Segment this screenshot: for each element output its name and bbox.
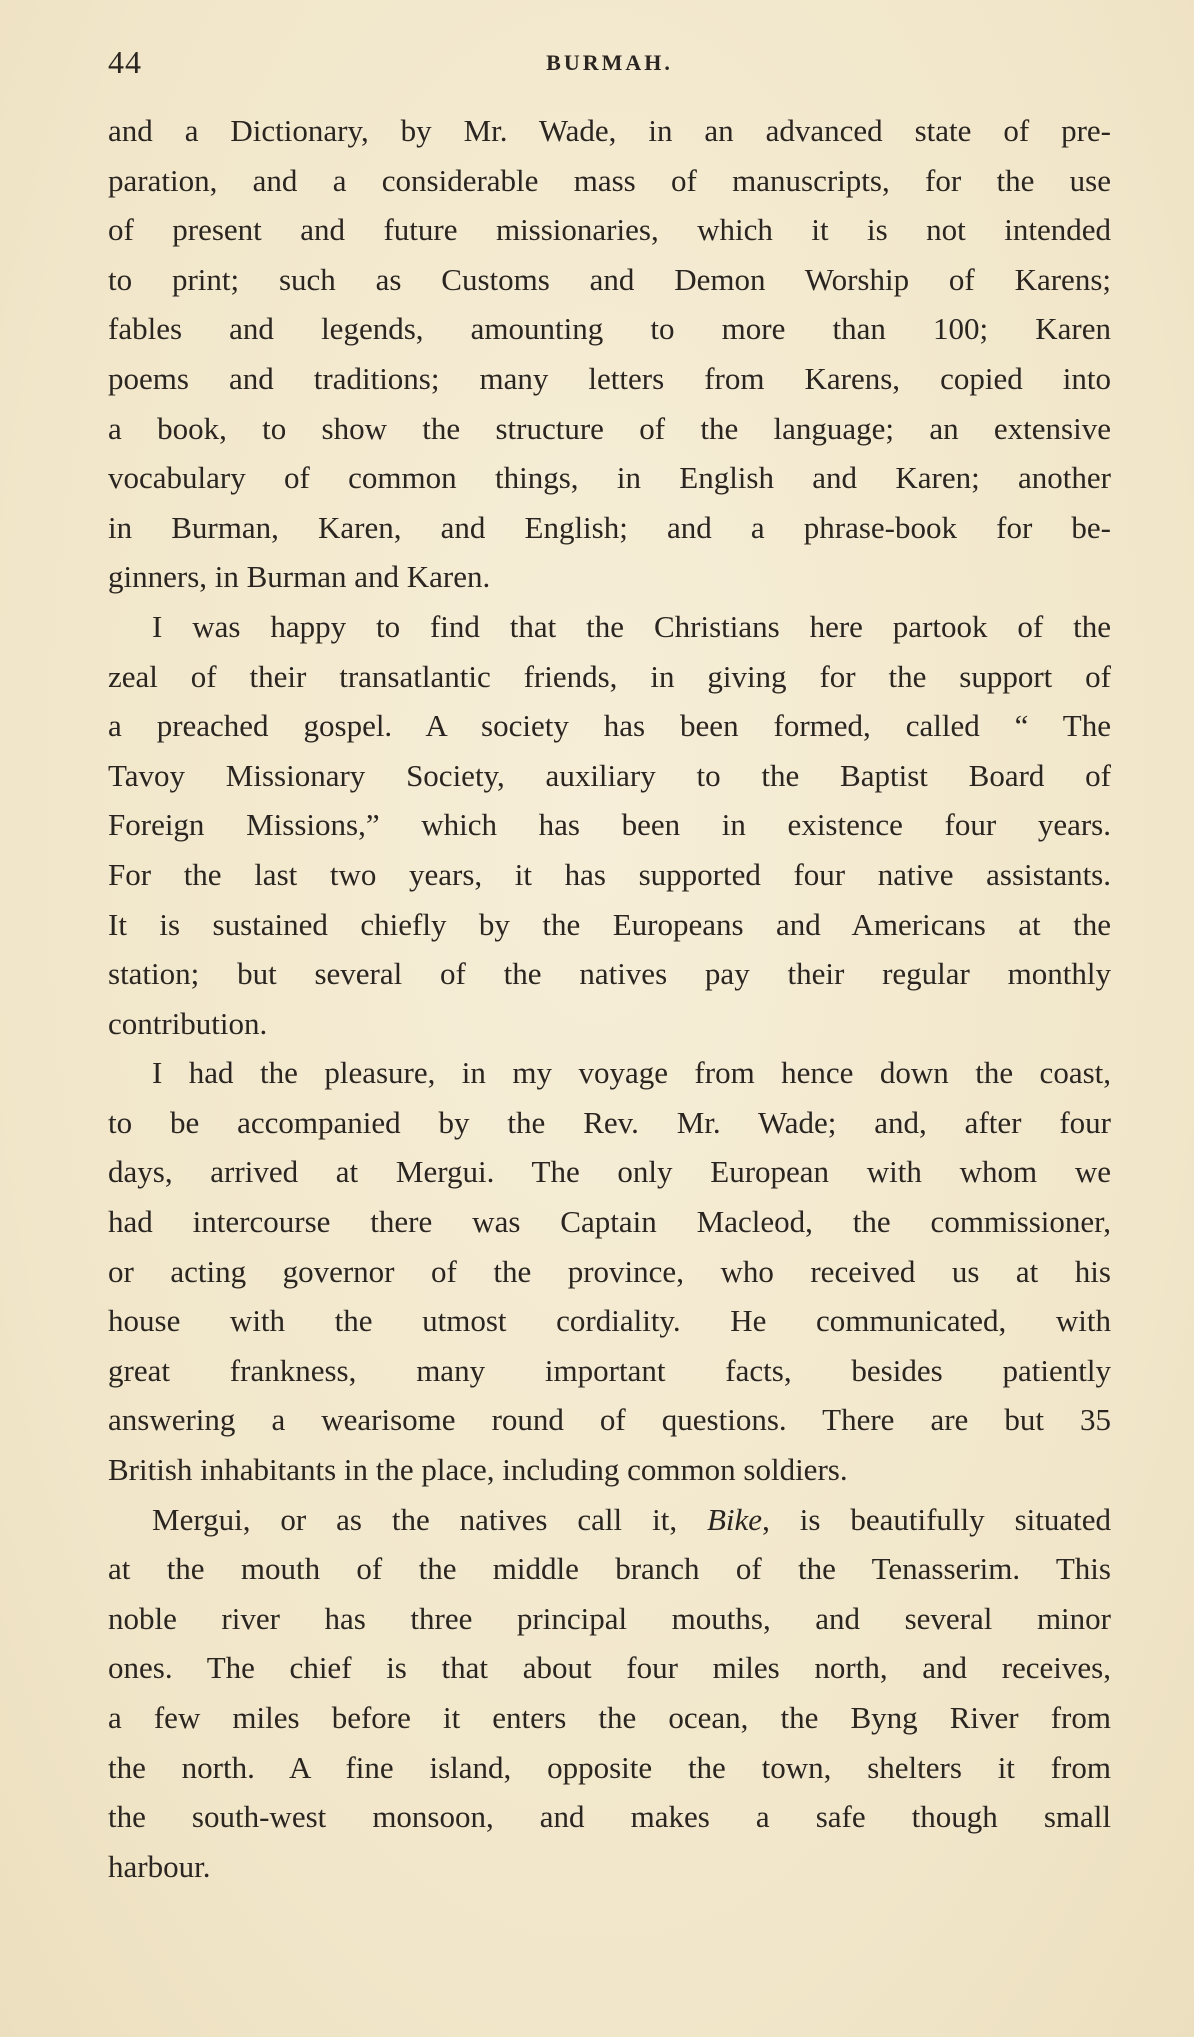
paragraph [108, 602, 1111, 1048]
text-line: harbour. [108, 1848, 211, 1884]
text-line: a preached gospel. A society has been formed, called “ The [108, 708, 1111, 744]
text-line: answering a wearisome round of questions. There are but 35 [108, 1402, 1111, 1438]
text-line: the north. A fine island, opposite the town, shelters it from [108, 1749, 1111, 1785]
text-line: to print; such as Customs and Demon Worship of Karens; [108, 261, 1111, 297]
text-line: a book, to show the structure of the language; an extensive [108, 410, 1111, 446]
text-line: at the mouth of the middle branch of the Tenasserim. This [108, 1551, 1111, 1587]
text-line: and a Dictionary, by Mr. Wade, in an advanced state of pre- [108, 113, 1111, 148]
page-header [108, 44, 1111, 90]
text-line: contribution. [108, 1005, 268, 1041]
text-line: I was happy to find that the Christians here partook of the [152, 608, 1111, 644]
text-line: or acting governor of the province, who received us at his [108, 1253, 1111, 1289]
paragraph [108, 1495, 1111, 1892]
text-line: zeal of their transatlantic friends, in giving for the support of [108, 658, 1111, 694]
text-line: Foreign Missions,” which has been in existence four years. [108, 807, 1111, 843]
text-line: of present and future missionaries, which it is not intended [108, 212, 1111, 248]
text-line: vocabulary of common things, in English and Karen; another [108, 460, 1111, 496]
paragraph [108, 106, 1111, 602]
text-line: poems and traditions; many letters from Karens, copied into [108, 360, 1111, 396]
text-line: noble river has three principal mouths, and several minor [108, 1600, 1111, 1636]
text-line: station; but several of the natives pay their regular monthly [108, 956, 1111, 992]
text-line: days, arrived at Mergui. The only European with whom we [108, 1154, 1111, 1190]
text-line: had intercourse there was Captain Macleod, the commissioner, [108, 1204, 1111, 1240]
text-line: paration, and a considerable mass of manuscripts, for the use [108, 162, 1111, 198]
text-line: the south-west monsoon, and makes a safe though small [108, 1799, 1111, 1835]
text-line: in Burman, Karen, and English; and a phrase-book for be- [108, 509, 1111, 545]
text-line: to be accompanied by the Rev. Mr. Wade; and, after four [108, 1104, 1111, 1140]
text-line: fables and legends, amounting to more than 100; Karen [108, 311, 1111, 347]
text-line: For the last two years, it has supported four native assistants. [108, 856, 1111, 892]
body-text [108, 106, 1111, 1891]
running-head: BURMAH. [546, 50, 673, 75]
text-line: It is sustained chiefly by the Europeans and Americans at the [108, 906, 1111, 942]
text-line: great frankness, many important facts, besides patiently [108, 1352, 1111, 1388]
text-line: ginners, in Burman and Karen. [108, 559, 491, 595]
page-number: 44 [108, 44, 142, 80]
italic-term: Bike [707, 1501, 763, 1537]
text-line: I had the pleasure, in my voyage from hence down the coast, [152, 1055, 1111, 1091]
text-line: British inhabitants in the place, including common soldiers. [108, 1452, 848, 1488]
text-line: house with the utmost cordiality. He communicated, with [108, 1303, 1111, 1339]
text-line: Mergui, or as the natives call it, Bike, is beautifully situated [152, 1501, 1112, 1537]
text-line: ones. The chief is that about four miles north, and receives, [108, 1650, 1111, 1686]
paragraph [108, 1048, 1111, 1494]
text-line: a few miles before it enters the ocean, the Byng River from [108, 1700, 1111, 1735]
text-line: Tavoy Missionary Society, auxiliary to the Baptist Board of [108, 757, 1111, 793]
